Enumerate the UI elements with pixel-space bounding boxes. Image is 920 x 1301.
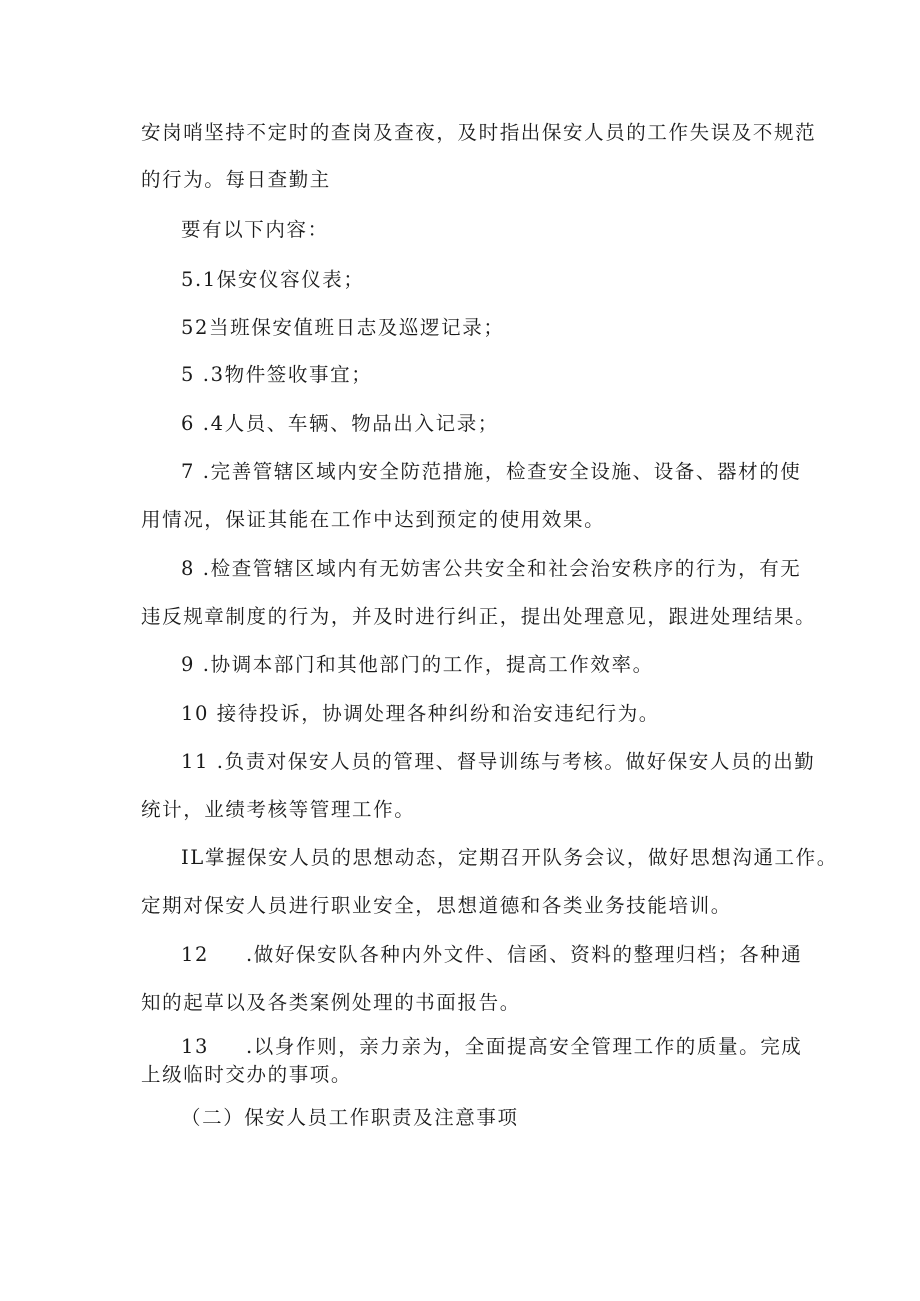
- text-line: 要有以下内容：: [181, 218, 329, 241]
- list-item: 6 .4人员、车辆、物品出入记录；: [181, 412, 499, 435]
- text-line: 统计，业绩考核等管理工作。: [141, 798, 416, 821]
- section-heading: （二）保安人员工作职责及注意事项: [181, 1106, 519, 1129]
- list-item: 5.1保安仪容仪表；: [181, 268, 365, 291]
- list-item-number: 12: [181, 943, 210, 966]
- text-line: 用情况，保证其能在工作中达到预定的使用效果。: [141, 508, 606, 531]
- list-item: IL掌握保安人员的思想动态，定期召开队务会议，做好思想沟通工作。: [181, 846, 838, 869]
- text-line: 的行为。每日查勤主: [141, 168, 331, 191]
- list-item-number: 13: [181, 1035, 210, 1058]
- list-item: 8 .检查管辖区域内有无妨害公共安全和社会治安秩序的行为，有无: [181, 557, 802, 580]
- list-item: 10 接待投诉，协调处理各种纠纷和治安违纪行为。: [181, 702, 660, 725]
- text-line: 违反规章制度的行为，并及时进行纠正，提出处理意见，跟进处理结果。: [141, 605, 817, 628]
- text-line: 上级临时交办的事项。: [141, 1063, 353, 1086]
- text-line: 安岗哨坚持不定时的查岗及查夜，及时指出保安人员的工作失误及不规范: [141, 121, 817, 144]
- list-item: 7 .完善管辖区域内安全防范措施，检查安全设施、设备、器材的使: [181, 460, 802, 483]
- list-item: .做好保安队各种内外文件、信函、资料的整理归档；各种通: [246, 943, 803, 966]
- list-item: 5 .3物件签收事宜；: [181, 363, 373, 386]
- text-line: 知的起草以及各类案例处理的书面报告。: [141, 991, 521, 1014]
- text-line: 定期对保安人员进行职业安全，思想道德和各类业务技能培训。: [141, 894, 732, 917]
- list-item: 11 .负责对保安人员的管理、督导训练与考核。做好保安人员的出勤: [181, 750, 816, 773]
- list-item: .以身作则，亲力亲为，全面提高安全管理工作的质量。完成: [246, 1035, 803, 1058]
- list-item: 52当班保安值班日志及巡逻记录；: [181, 316, 505, 339]
- list-item: 9 .协调本部门和其他部门的工作，提高工作效率。: [181, 653, 654, 676]
